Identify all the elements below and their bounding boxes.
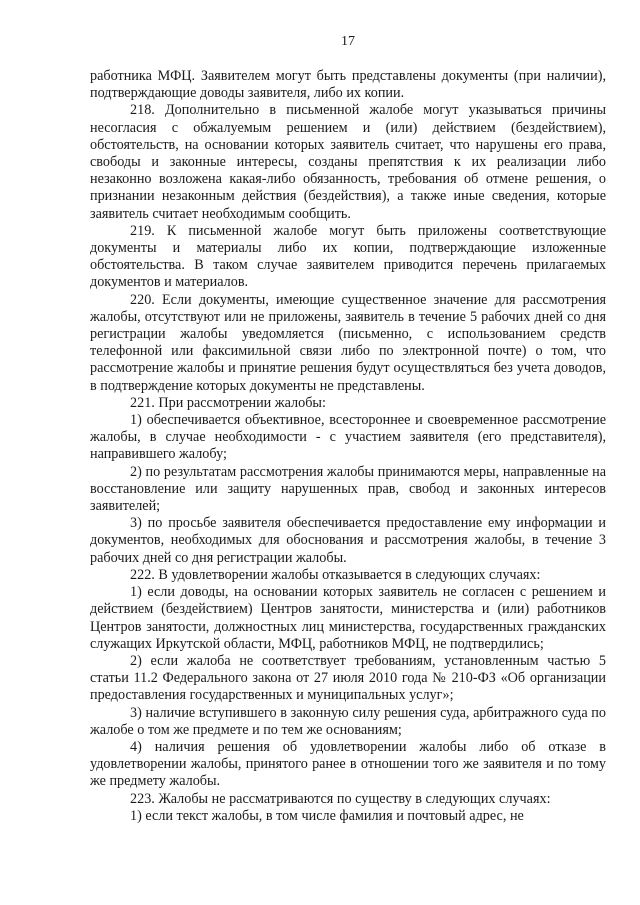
paragraph: 3) наличие вступившего в законную силу решения суда, арбитражного суда по жалобе о том же предмете и по тем же основаниям; bbox=[90, 704, 606, 738]
paragraph: работника МФЦ. Заявителем могут быть представлены документы (при наличии), подтверждающие доводы заявителя, либо их копии. bbox=[90, 68, 606, 102]
paragraph: 2) если жалоба не соответствует требованиям, установленным частью 5 статьи 11.2 Федерального закона от 27 июля 2010 года № 210-ФЗ «Об организации предоставления государственных и муниципальных услуг»; bbox=[90, 652, 606, 704]
paragraph: 220. Если документы, имеющие существенное значение для рассмотрения жалобы, отсутствуют или не приложены, заявитель в течение 5 рабочих дней со дня регистрации жалобы уведомляется (письменно, с использованием средств телефонной или факсимильной связи либо по электронной почте) о том, что рассмотрение жалобы и принятие решения будут осуществляться без учета доводов, в подтверждение которых документы не представлены. bbox=[90, 291, 606, 394]
paragraph: 223. Жалобы не рассматриваются по существу в следующих случаях: bbox=[130, 790, 551, 807]
paragraph: 3) по просьбе заявителя обеспечивается предоставление ему информации и документов, необходимых для обоснования и рассмотрения жалобы, в течение 3 рабочих дней со дня регистрации жалобы. bbox=[90, 515, 606, 566]
paragraph: 222. В удовлетворении жалобы отказывается в следующих случаях: bbox=[130, 566, 541, 583]
paragraph: 1) если доводы, на основании которых заявитель не согласен с решением и действием (бездействием) Центров занятости, министерства и (или) работников Центров занятости, должностных лиц министерства, государственных гражданских служащих Иркутской области, МФЦ, работников МФЦ, не подтвердились; bbox=[90, 584, 606, 652]
paragraph: 2) по результатам рассмотрения жалобы принимаются меры, направленные на восстановление или защиту нарушенных прав, свобод и законных интересов заявителей; bbox=[90, 463, 606, 515]
paragraph: 4) наличия решения об удовлетворении жалобы либо об отказе в удовлетворении жалобы, принятого ранее в отношении того же заявителя и по тому же предмету жалобы. bbox=[90, 738, 606, 790]
page-number: 17 bbox=[341, 34, 355, 49]
document-body bbox=[90, 68, 606, 825]
paragraph: 1) если текст жалобы, в том числе фамилия и почтовый адрес, не bbox=[130, 807, 524, 824]
paragraph: 1) обеспечивается объективное, всестороннее и своевременное рассмотрение жалобы, в случае необходимости - с участием заявителя (его представителя), направившего жалобу; bbox=[90, 412, 606, 463]
paragraph: 218. Дополнительно в письменной жалобе могут указываться причины несогласия с обжалуемым решением и (или) действием (бездействием), обстоятельств, на основании которых заявитель считает, что нарушены его права, свободы и законные интересы, созданы препятствия к их реализации либо незаконно возложена какая-либо обязанность, требования об отмене решения, о признании незаконным действия (бездействия), а также иные сведения, которые заявитель считает необходимым сообщить. bbox=[90, 102, 606, 222]
paragraph: 219. К письменной жалобе могут быть приложены соответствующие документы и материалы либо их копии, подтверждающие изложенные обстоятельства. В таком случае заявителем приводится перечень прилагаемых документов и материалов. bbox=[90, 222, 606, 291]
paragraph: 221. При рассмотрении жалобы: bbox=[130, 394, 326, 411]
